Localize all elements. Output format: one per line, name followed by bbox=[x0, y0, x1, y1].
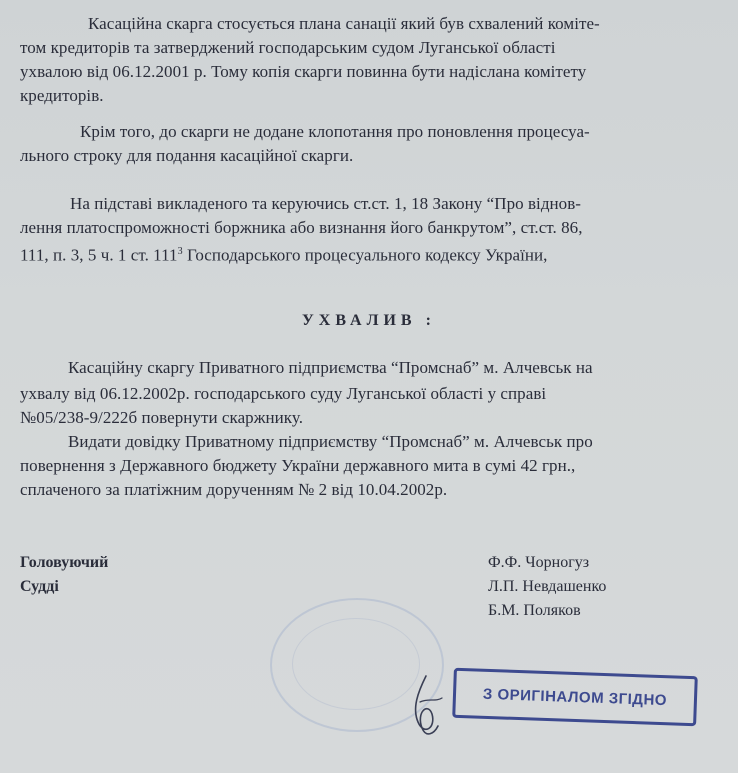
paragraph-line: льного строку для подання касаційної скарги. bbox=[20, 146, 354, 165]
copy-certified-stamp: З ОРИГІНАЛОМ ЗГІДНО bbox=[452, 668, 698, 726]
presiding-label: Головуючий bbox=[20, 554, 109, 571]
paragraph-line: Видати довідку Приватному підприємству “Промснаб” м. Алчевськ про bbox=[68, 432, 593, 451]
paragraph-line: На підставі викладеного та керуючись ст.ст. 1, 18 Закону “Про віднов- bbox=[70, 194, 582, 213]
paragraph-line bbox=[20, 242, 547, 266]
paragraph-line: ухвалу від 06.12.2002р. господарського суду Луганської області у справі bbox=[20, 384, 547, 403]
handwritten-signature bbox=[398, 672, 458, 742]
presiding-judge-name: Ф.Ф. Чорногуз bbox=[488, 554, 590, 571]
paragraph-text: 111, п. 3, 5 ч. 1 ст. 111 bbox=[20, 245, 178, 265]
paragraph-line: Касаційну скаргу Приватного підприємства “Промснаб” м. Алчевськ на bbox=[68, 358, 593, 377]
paragraph-line: том кредиторів та затверджений господарським судом Луганської області bbox=[20, 38, 556, 57]
paragraph-line: ухвалою від 06.12.2001 р. Тому копія скарги повинна бути надіслана комітету bbox=[20, 62, 587, 81]
paragraph-line: сплаченого за платіжним дорученням № 2 від 10.04.2002р. bbox=[20, 480, 448, 499]
judge-name: Л.П. Невдашенко bbox=[488, 578, 607, 595]
paragraph-line: Касаційна скарга стосується плана санації який був схвалений коміте- bbox=[88, 14, 600, 33]
paragraph-line: кредиторів. bbox=[20, 86, 104, 105]
paragraph-line: лення платоспроможності боржника або визнання його банкрутом”, ст.ст. 86, bbox=[20, 218, 583, 237]
decision-heading: УХВАЛИВ : bbox=[302, 312, 436, 329]
paragraph-line: Крім того, до скарги не додане клопотання про поновлення процесуа- bbox=[80, 122, 590, 141]
paragraph-line: повернення з Державного бюджету України державного мита в сумі 42 грн., bbox=[20, 456, 576, 475]
superscript: 3 bbox=[177, 246, 183, 257]
paragraph-line: №05/238-9/222б повернути скаржнику. bbox=[20, 408, 304, 427]
judges-label: Судді bbox=[20, 578, 59, 595]
judge-name: Б.М. Поляков bbox=[488, 602, 581, 619]
paragraph-text: Господарського процесуального кодексу України, bbox=[182, 245, 548, 265]
